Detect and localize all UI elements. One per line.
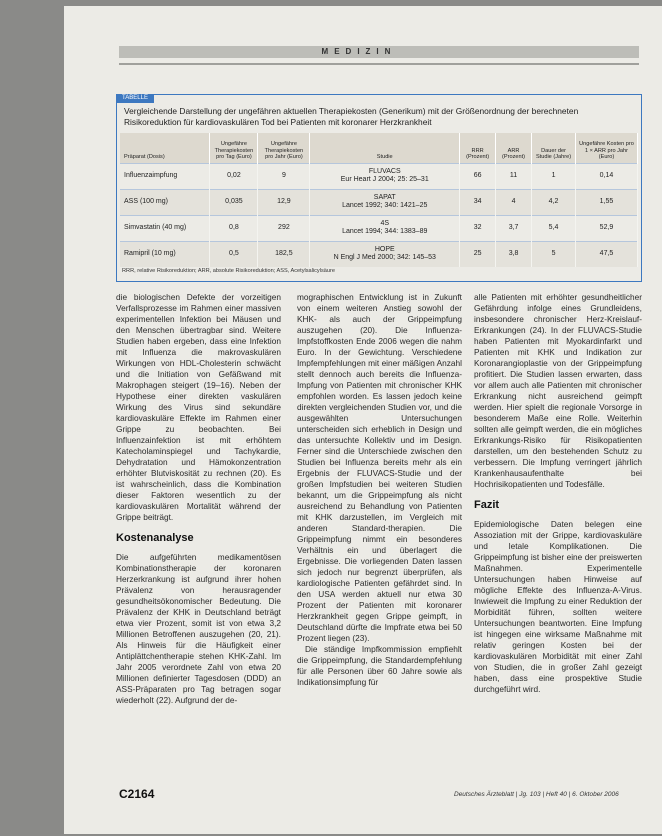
cell-rrr: 25 [460,241,496,267]
header-year: Ungefähre Therapiekosten pro Jahr (Euro) [258,133,310,163]
table-row [120,215,638,241]
cell-arr: 3,8 [496,241,532,267]
cell-cost: 52,9 [575,215,637,241]
text-column-1 [116,292,281,706]
cell-duration: 5,4 [532,215,576,241]
cell-study: HOPE N Engl J Med 2000; 342: 145–53 [310,241,460,267]
section-label: MEDIZIN [321,47,397,56]
table-header-row [120,133,638,163]
paragraph: die biologischen Defekte der vorzeitigen Verfallsprozesse im Rahmen einer massiven experimentellen Infektion bei Mäusen und den Menschen übertragbar sind. Weitere Studien haben ergeben, dass eine Infektion mit Influenza die makrovaskulären Wirkungen von HDL-Cholesterin schwächt und die Initiation von Gefäßwand mit Makrophagen steigert (19–16). Neben der Hypothese einer direkten vaskulären Wirkung des Virus sind sekundäre kardiovaskuläre Effekte im Rahmen einer Grippe zu beobachten. Bei Influenzainfektion ist mit erhöhtem Katecholaminspiegel und Tachykardie, Dehydratation und Hämokonzentration erhöhter Blutviskosität zu rechnen (20). Es ist wahrscheinlich, dass die Kombination dieser Faktoren wesentlich zu der kardiovaskulären Mortalität während der Grippe beiträgt. [116,292,281,522]
cell-rrr: 34 [460,189,496,215]
heading-kostenanalyse: Kostenanalyse [116,532,194,544]
cell-drug: ASS (100 mg) [120,189,210,215]
header-rule [119,63,639,65]
cell-day: 0,5 [210,241,258,267]
cell-cost: 1,55 [575,189,637,215]
table-row [120,189,638,215]
header-drug: Präparat (Dosis) [120,133,210,163]
header-day: Ungefähre Therapiekosten pro Tag (Euro) [210,133,258,163]
cell-day: 0,035 [210,189,258,215]
cell-year: 9 [258,163,310,189]
paragraph: Die aufgeführten medikamentösen Kombinationstherapie der koronaren Herzerkrankung ist aufgrund ihrer hohen Prävalenz von herausragender gesundheitsökonomischer Bedeutung. Die Prävalenz der KHK in Deutschland beträgt etwa vier Prozent, somit ist von etwa 3,2 Millionen Betroffenen auszugehen (20, 21). Als Hinweis für die Häufigkeit einer Antiplättchentherapie stehen KHK-Zahl. Im Jahr 2005 verordnete Zahl von etwa 20 Millionen definierter Tagesdosen (DDD) an ASS-Präparaten pro Tag betragen sogar wiederholt (22). Aufgrund der de- [116,552,281,705]
table-title: Vergleichende Darstellung der ungefähren aktuellen Therapiekosten (Generikum) mit der Größenordnung der berechneten Risikoreduktion für kardiovaskulären Tod bei Patienten mit koronarer Herzkrankheit [124,106,579,127]
paragraph: mographischen Entwicklung ist in Zukunft von einem weiteren Anstieg sowohl der KHK- als auch der Grippeimpfung auszugehen (20). Die Influenza-Impfstoffkosten Ende 2006 wegen die nahm Euro. In der Gewichtung. Verschiedene Impfempfehlungen mit einer mäßigen Anzahl stellt dennoch auch bereits die Influenza-Impfung von Patienten mit chronischer KHK empfohlen worden. Es lassen jedoch keine direkten vergleichenden Studien vor, und die ausgewählten Untersuchungen unterscheiden sich erheblich in Design und das untersuchte Kollektiv und im Design. Ferner sind die Unterschiede zwischen den Studien bei Influenza bereits mehr als ein Ergebnis der FLUVACS-Studie und der großen Impfstudien bei weiteren Studien bekannt, um die Grippeimpfung als nicht ausreichend zu Behandlung von Patienten mit KHK darzustellen, im Vergleich mit anderen Standard-therapien. Die Grippeimpfung nimmt ein besonderes Verhältnis ein und überlagert die Ergebnisse. Die vorliegenden Daten lassen sich jedoch nur begrenzt überprüfen, als kardiologische Patienten gefährdet sind. In den USA werden aktuell nur etwa 30 Prozent der Patienten mit koronarer Herzkrankheit gegen Grippe geimpft, in Deutschland dürfte die Impfrate etwa bei 50 Prozent liegen (23). [297,292,462,643]
cell-arr: 4 [496,189,532,215]
cell-cost: 0,14 [575,163,637,189]
header-duration: Dauer der Studie (Jahre) [532,133,576,163]
cell-duration: 4,2 [532,189,576,215]
header-study: Studie [310,133,460,163]
table-footnote: RRR, relative Risikoreduktion; ARR, absolute Risikoreduktion; ASS, Acetylsalicylsäure [122,268,335,274]
cell-year: 12,9 [258,189,310,215]
cell-rrr: 66 [460,163,496,189]
table-row [120,241,638,267]
cell-arr: 11 [496,163,532,189]
cell-rrr: 32 [460,215,496,241]
table-tag: TABELLE [116,94,154,103]
page-number: C2164 [119,787,155,801]
paragraph: alle Patienten mit erhöhter gesundheitlicher Gefährdung infolge eines Grundleidens, insbesondere chronischer Herz-Kreislauf-Erkrankungen (24). In der FLUVACS-Studie haben Patienten mit Myokardinfarkt und Patienten mit KHK und Indikation zur Koronarangioplastie von der Grippeimpfung profitiert. Die Studien lassen erwarten, dass vor allem auch alle Patienten mit chronischer Erkrankung nicht ausreichend geimpft werden. Hier spielt die regionale Vorsorge in besonderem Maße eine Rolle. Weiterhin sollten alle geimpft werden, die ein mögliches Erkrankungs-Risiko für Risikopatienten darstellen, um den bestehenden Schutz zu verbessern. Die Impfung verringert jährlich Krankenhausaufenthalte bei Hochrisikopatienten und Todesfälle. [474,292,642,489]
paragraph: Die ständige Impfkommission empfiehlt die Grippeimpfung, die Standardempfehlung für alle Personen über 60 Jahre sowie als Indikationsimpfung für [297,644,462,687]
journal-citation: Deutsches Ärzteblatt | Jg. 103 | Heft 40 | 6. Oktober 2006 [454,791,619,798]
table-row [120,163,638,189]
cell-duration: 5 [532,241,576,267]
cell-year: 182,5 [258,241,310,267]
cell-study: 4S Lancet 1994; 344: 1383–89 [310,215,460,241]
cell-drug: Ramipril (10 mg) [120,241,210,267]
cell-day: 0,02 [210,163,258,189]
cell-drug: Simvastatin (40 mg) [120,215,210,241]
paragraph: Epidemiologische Daten belegen eine Assoziation mit der Grippe, kardiovaskuläre und letale Komplikationen. Die Grippeimpfung ist bisher eine der preiswerten Maßnahmen. Experimentelle Untersuchungen haben Hinweise auf mögliche Effekte des Influenza-A-Virus. Inwieweit die Impfung zu einer Reduktion der Morbidität führen, sollten weitere Untersuchungen beantworten. Eine Impfung ist hingegen eine wirksame Maßnahme mit relativ geringen Kosten bei der kardiovaskulären Morbidität mit einer Zahl von Studien, die in großer Zahl gezeigt haben, dass eine prospektive Studie durchgeführt wird. [474,519,642,694]
header-arr: ARR (Prozent) [496,133,532,163]
cell-year: 292 [258,215,310,241]
journal-page [64,6,662,834]
cell-day: 0,8 [210,215,258,241]
text-column-2 [297,292,462,688]
cell-study: SAPAT Lancet 1992; 340: 1421–25 [310,189,460,215]
text-column-3 [474,292,642,695]
heading-fazit: Fazit [474,499,500,511]
cell-cost: 47,5 [575,241,637,267]
cell-study: FLUVACS Eur Heart J 2004; 25: 25–31 [310,163,460,189]
header-rrr: RRR (Prozent) [460,133,496,163]
cell-duration: 1 [532,163,576,189]
cell-drug: Influenzaimpfung [120,163,210,189]
cost-table [120,133,638,267]
cell-arr: 3,7 [496,215,532,241]
header-cost: Ungefähre Kosten pro 1 × ARR pro Jahr (Euro) [575,133,637,163]
